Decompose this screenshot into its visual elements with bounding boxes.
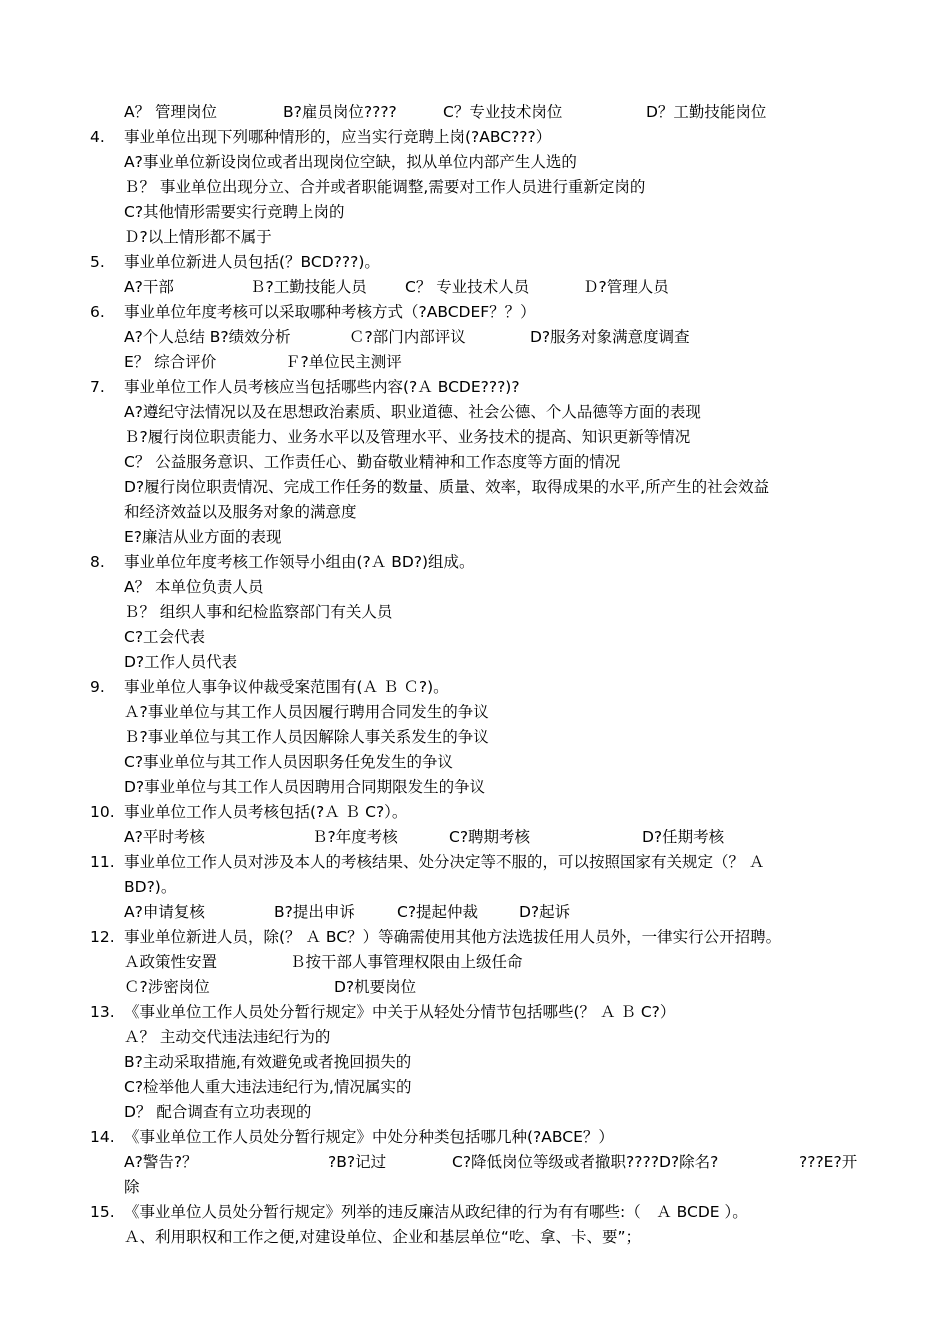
q14-option-b: ?B?记过 bbox=[328, 1153, 387, 1171]
q7-option-b: Ｂ?履行岗位职责能力、业务水平以及管理水平、业务技术的提高、知识更新等情况 bbox=[124, 428, 691, 446]
q13-option-a: Ａ？ 主动交代违法违纪行为的 bbox=[124, 1028, 331, 1046]
q8-option-a: A？ 本单位负责人员 bbox=[124, 578, 264, 596]
q6-option-c: Ｃ?部门内部评议 bbox=[349, 328, 466, 346]
q10-question: 事业单位工作人员考核包括(?Ａ Ｂ C?）。 bbox=[124, 803, 408, 821]
q10-option-d: D?任期考核 bbox=[642, 828, 725, 846]
q6-option-ab: A?个人总结 B?绩效分析 bbox=[124, 328, 291, 346]
q11-number: 11. bbox=[90, 853, 115, 871]
q12-option-a: Ａ政策性安置 bbox=[124, 953, 218, 971]
q13-number: 13. bbox=[90, 1003, 115, 1021]
q14-question: 《事业单位工作人员处分暂行规定》中处分种类包括哪几种(?ABCE？） bbox=[124, 1128, 614, 1146]
q14-option-e-cont: 除 bbox=[124, 1178, 140, 1196]
q7-option-c: C？ 公益服务意识、工作责任心、勤奋敬业精神和工作态度等方面的情况 bbox=[124, 453, 621, 471]
q10-number: 10. bbox=[90, 803, 115, 821]
q10-option-a: A?平时考核 bbox=[124, 828, 205, 846]
q11-option-a: A?申请复核 bbox=[124, 903, 205, 921]
q4-question: 事业单位出现下列哪种情形的，应当实行竞聘上岗(?ABC???） bbox=[124, 128, 552, 146]
q10-option-c: C?聘期考核 bbox=[449, 828, 531, 846]
q14-option-a: A?警告?？ bbox=[124, 1153, 198, 1171]
q12-number: 12. bbox=[90, 928, 115, 946]
q12-question: 事业单位新进人员，除(？ Ａ BC？）等确需使用其他方法选拔任用人员外，一律实行公开招聘。 bbox=[124, 928, 782, 946]
q5-question: 事业单位新进人员包括(？BCD???)。 bbox=[124, 253, 380, 271]
q13-option-c: C?检举他人重大违法违纪行为,情况属实的 bbox=[124, 1078, 412, 1096]
q9-number: 9. bbox=[90, 678, 105, 696]
q5-option-b: Ｂ?工勤技能人员 bbox=[250, 278, 367, 296]
q8-option-b: Ｂ？ 组织人事和纪检监察部门有关人员 bbox=[124, 603, 393, 621]
q11-question-cont: BD?)。 bbox=[124, 878, 177, 896]
q8-option-d: D?工作人员代表 bbox=[124, 653, 238, 671]
q5-option-a: A?干部 bbox=[124, 278, 174, 296]
q13-option-b: B?主动采取措施,有效避免或者挽回损失的 bbox=[124, 1053, 412, 1071]
q14-number: 14. bbox=[90, 1128, 115, 1146]
q6-question: 事业单位年度考核可以采取哪种考核方式（?ABCDEF？？） bbox=[124, 303, 536, 321]
q4-option-c: C?其他情形需要实行竞聘上岗的 bbox=[124, 203, 345, 221]
q6-option-e: E？ 综合评价 bbox=[124, 353, 217, 371]
q11-option-c: C?提起仲裁 bbox=[397, 903, 479, 921]
q7-option-d-cont: 和经济效益以及服务对象的满意度 bbox=[124, 503, 357, 521]
q11-question: 事业单位工作人员对涉及本人的考核结果、处分决定等不服的，可以按照国家有关规定（？ Ａ bbox=[124, 853, 765, 871]
q8-number: 8. bbox=[90, 553, 105, 571]
q15-question: 《事业单位人员处分暂行规定》列举的违反廉洁从政纪律的行为有有哪些:（ Ａ BCDE ）。 bbox=[124, 1203, 748, 1221]
q7-option-e: E?廉洁从业方面的表现 bbox=[124, 528, 282, 546]
q6-number: 6. bbox=[90, 303, 105, 321]
q13-option-d: D？ 配合调查有立功表现的 bbox=[124, 1103, 312, 1121]
q12-option-c: Ｃ?涉密岗位 bbox=[124, 978, 210, 996]
q6-option-d: D?服务对象满意度调查 bbox=[530, 328, 690, 346]
q8-option-c: C?工会代表 bbox=[124, 628, 206, 646]
q8-question: 事业单位年度考核工作领导小组由(?Ａ BD?)组成。 bbox=[124, 553, 475, 571]
q15-option-a: Ａ、利用职权和工作之便,对建设单位、企业和基层单位“吃、拿、卡、要”； bbox=[124, 1228, 641, 1246]
q7-option-a: A?遵纪守法情况以及在思想政治素质、职业道德、社会公德、个人品德等方面的表现 bbox=[124, 403, 701, 421]
q4-option-b: Ｂ？ 事业单位出现分立、合并或者职能调整,需要对工作人员进行重新定岗的 bbox=[124, 178, 646, 196]
q12-option-d: D?机要岗位 bbox=[334, 978, 417, 996]
q9-option-a: Ａ?事业单位与其工作人员因履行聘用合同发生的争议 bbox=[124, 703, 489, 721]
q5-option-c: C？ 专业技术人员 bbox=[405, 278, 530, 296]
q7-question: 事业单位工作人员考核应当包括哪些内容(?Ａ BCDE???)? bbox=[124, 378, 520, 396]
q6-option-f: Ｆ?单位民主测评 bbox=[285, 353, 402, 371]
q11-option-d: D?起诉 bbox=[519, 903, 571, 921]
q5-option-d: Ｄ?管理人员 bbox=[583, 278, 669, 296]
q3-option-c: C？专业技术岗位 bbox=[443, 103, 563, 121]
q14-option-e: ???E?开 bbox=[799, 1153, 858, 1171]
q4-option-d: Ｄ?以上情形都不属于 bbox=[124, 228, 272, 246]
q10-option-b: Ｂ?年度考核 bbox=[312, 828, 398, 846]
q9-option-d: D?事业单位与其工作人员因聘用合同期限发生的争议 bbox=[124, 778, 486, 796]
q5-number: 5. bbox=[90, 253, 105, 271]
q3-option-b: B?雇员岗位???? bbox=[283, 103, 397, 121]
q12-option-b: Ｂ按干部人事管理权限由上级任命 bbox=[290, 953, 523, 971]
q15-number: 15. bbox=[90, 1203, 115, 1221]
q3-option-d: D？工勤技能岗位 bbox=[646, 103, 767, 121]
q4-number: 4. bbox=[90, 128, 105, 146]
q7-number: 7. bbox=[90, 378, 105, 396]
q9-option-c: C?事业单位与其工作人员因职务任免发生的争议 bbox=[124, 753, 454, 771]
q3-option-a: A？ 管理岗位 bbox=[124, 103, 218, 121]
q14-option-c-d: C?降低岗位等级或者撤职????D?除名? bbox=[452, 1153, 719, 1171]
q11-option-b: B?提出申诉 bbox=[274, 903, 355, 921]
q9-option-b: Ｂ?事业单位与其工作人员因解除人事关系发生的争议 bbox=[124, 728, 489, 746]
q13-question: 《事业单位工作人员处分暂行规定》中关于从轻处分情节包括哪些(？ Ａ Ｂ C?） bbox=[124, 1003, 676, 1021]
q4-option-a: A?事业单位新设岗位或者出现岗位空缺，拟从单位内部产生人选的 bbox=[124, 153, 577, 171]
q7-option-d: D?履行岗位职责情况、完成工作任务的数量、质量、效率，取得成果的水平,所产生的社会效益 bbox=[124, 478, 770, 496]
q9-question: 事业单位人事争议仲裁受案范围有(Ａ Ｂ Ｃ?)。 bbox=[124, 678, 449, 696]
